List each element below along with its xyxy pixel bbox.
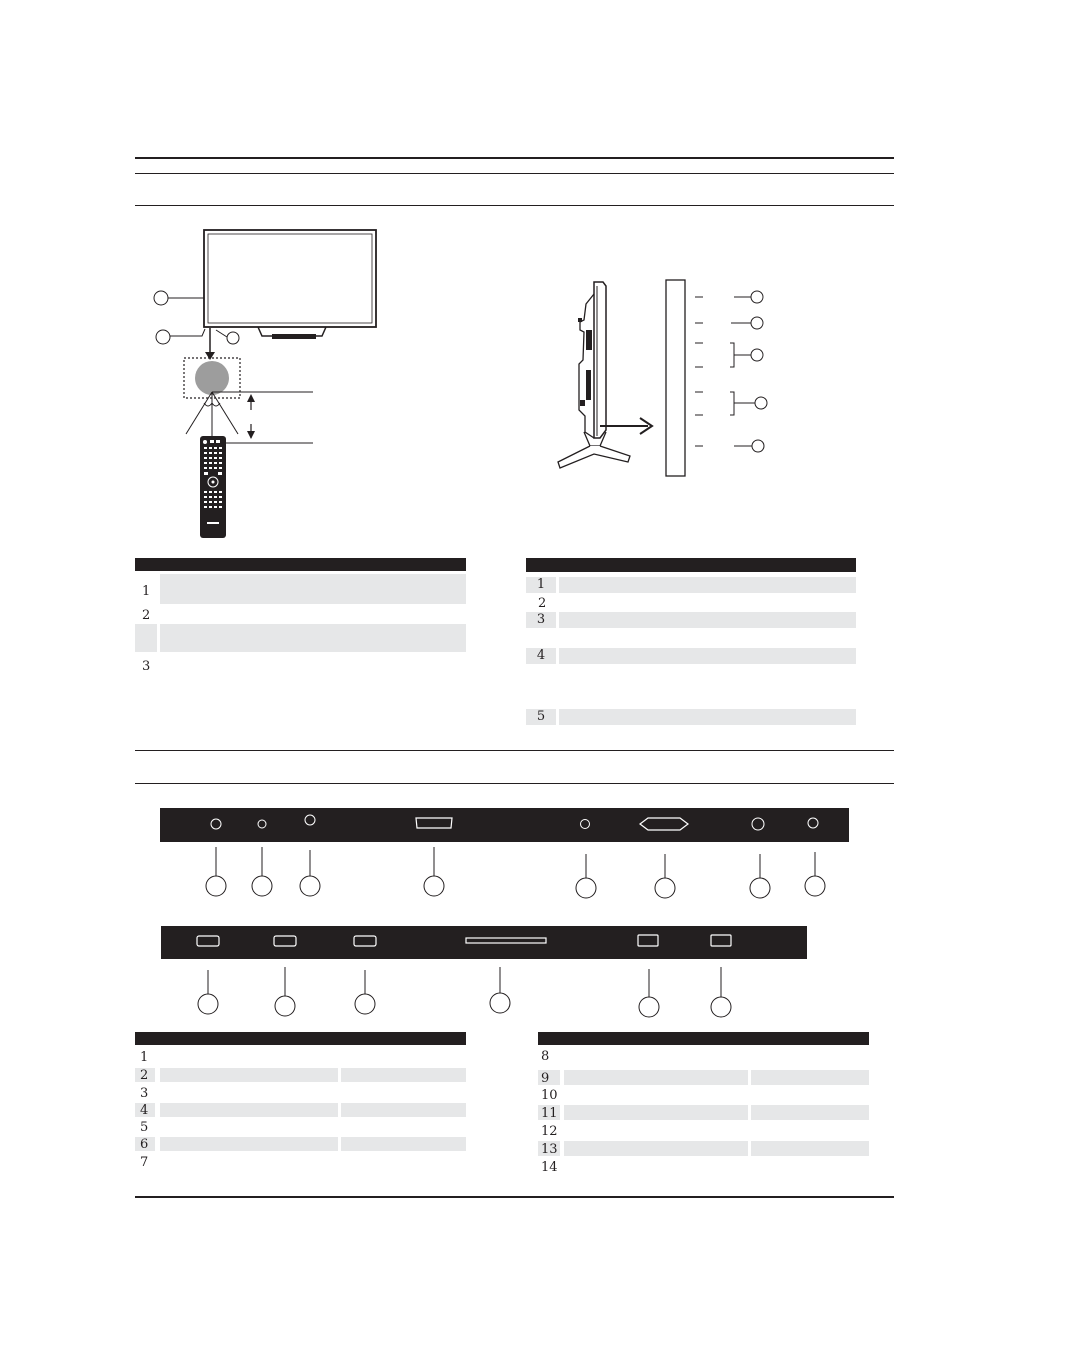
rear-row-number: 13	[541, 1142, 558, 1157]
rear-callout	[805, 876, 825, 896]
rear-row-number: 6	[140, 1137, 149, 1152]
rear-row-number: 8	[541, 1049, 550, 1064]
side-row-number: 3	[526, 612, 556, 628]
rear-callout	[300, 876, 320, 896]
rear-callout	[198, 994, 218, 1014]
rear-callout	[576, 878, 596, 898]
rear-row-number: 4	[140, 1103, 149, 1118]
side-row-number: 4	[526, 648, 556, 664]
side-row-number: 1	[526, 577, 556, 593]
rear-strip-upper	[160, 808, 849, 842]
rear-callout	[655, 878, 675, 898]
rear-row-number: 12	[541, 1124, 558, 1139]
rear-callout	[711, 997, 731, 1017]
rear-callout	[275, 996, 295, 1016]
rear-row-number: 2	[140, 1068, 149, 1083]
rear-row-number: 14	[541, 1160, 558, 1175]
rear-callout	[490, 993, 510, 1013]
rear-callout	[639, 997, 659, 1017]
rear-row-number: 7	[140, 1155, 149, 1170]
rear-callout	[750, 878, 770, 898]
front-row-number: 3	[142, 659, 151, 674]
rear-callout	[252, 876, 272, 896]
rear-callout	[424, 876, 444, 896]
front-row-number: 2	[142, 608, 151, 623]
rear-callout	[355, 994, 375, 1014]
side-row-number: 2	[538, 596, 547, 611]
rear-row-number: 5	[140, 1120, 149, 1135]
rear-left-header	[135, 1032, 466, 1045]
rear-row-number: 9	[541, 1071, 550, 1086]
rear-callout	[206, 876, 226, 896]
front-row-number: 1	[142, 584, 151, 599]
rear-right-header	[538, 1032, 869, 1045]
rear-row-number: 3	[140, 1086, 149, 1101]
rear-row-number: 1	[140, 1050, 149, 1065]
side-row-number: 5	[526, 709, 556, 725]
rear-row-number: 11	[541, 1106, 558, 1121]
rear-row-number: 10	[541, 1088, 558, 1103]
